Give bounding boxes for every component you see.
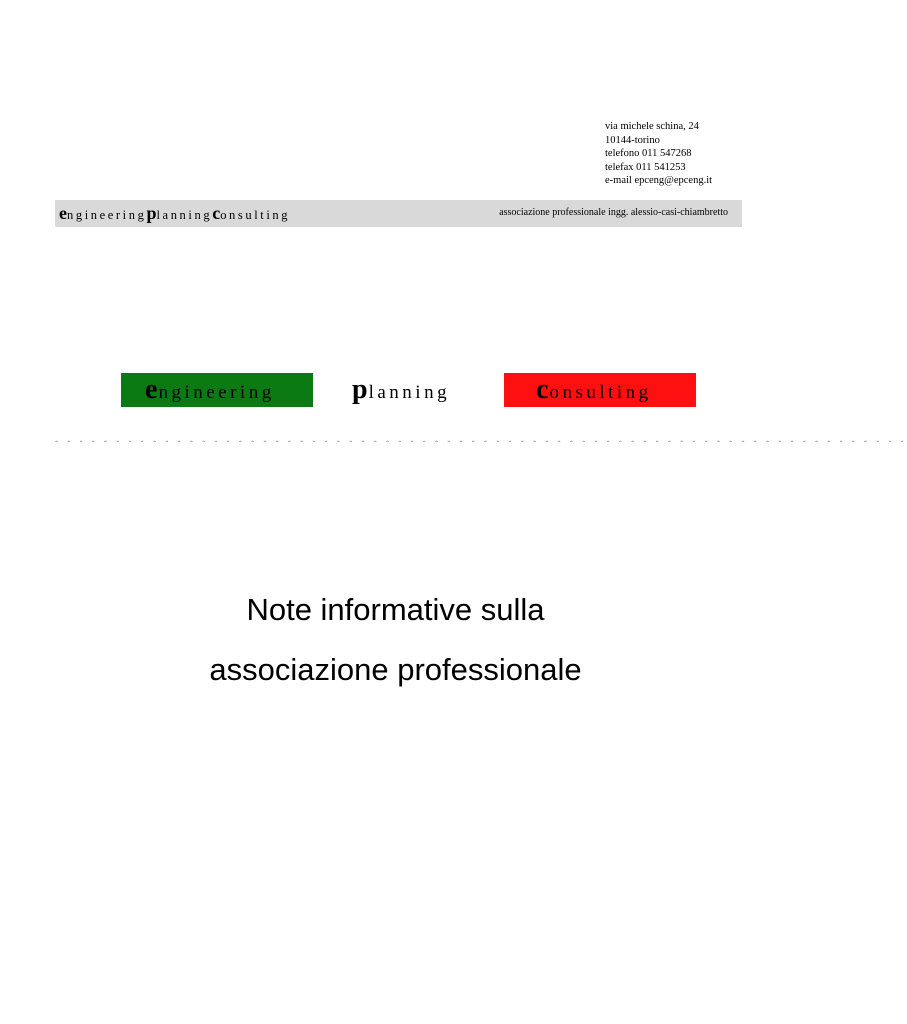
logo-planning-rest: lanning [368,382,451,403]
address-city: 10144-torino [605,134,660,146]
address-block [605,120,712,188]
logo-consulting [504,373,696,407]
logo-consulting-initial: c [536,374,550,405]
brand-p-rest: lanning [156,208,213,222]
logo-engineering-rest: ngineering [158,382,275,403]
address-email: e-mail epceng@epceng.it [605,175,713,186]
brand-e-rest: ngineering [67,208,147,222]
document-title-line-2: associazione professionale [209,652,582,687]
logo-engineering [121,373,313,407]
letterhead-brand [59,203,290,224]
brand-c-rest: onsulting [220,208,291,222]
letterhead-bar [55,200,742,227]
logo-engineering-initial: e [145,374,159,405]
decorative-divider: ꞈ ꞈ ꞈ ꞈ ꞈ ꞈ ꞈ ꞈ ꞈ ꞈ ꞈ ꞈ ꞈ ꞈ ꞈ ꞈ ꞈ ꞈ ꞈ ꞈ ꞈ ꞈ ꞈ ꞈ ꞈ ꞈ ꞈ ꞈ ꞈ ꞈ ꞈ ꞈ ꞈ ꞈ ꞈ ꞈ ꞈ ꞈ ꞈ ꞈ ꞈ ꞈ ꞈ ꞈ ꞈ ꞈ ꞈ ꞈ ꞈ ꞈ ꞈ ꞈ ꞈ ꞈ ꞈ ꞈ ꞈ ꞈ ꞈ ꞈ ꞈ ꞈ ꞈ ꞈ ꞈ ꞈ ꞈ ꞈ ꞈ ꞈ [55,433,907,443]
logo-planning [352,373,482,407]
logo-planning-initial: p [352,374,369,405]
document-title-line-1: Note informative sulla [246,592,545,627]
address-phone: telefono 011 547268 [605,148,692,159]
address-fax: telefax 011 541253 [605,161,686,173]
brand-p-initial: p [146,203,157,223]
brand-c-initial: c [212,203,221,223]
letterhead-association: associazione professionale ingg. alessio-casi-chiambretto [499,207,728,218]
brand-e-initial: e [59,203,67,223]
logo-consulting-rest: onsulting [549,382,652,403]
address-street: via michele schina, 24 [605,121,699,132]
